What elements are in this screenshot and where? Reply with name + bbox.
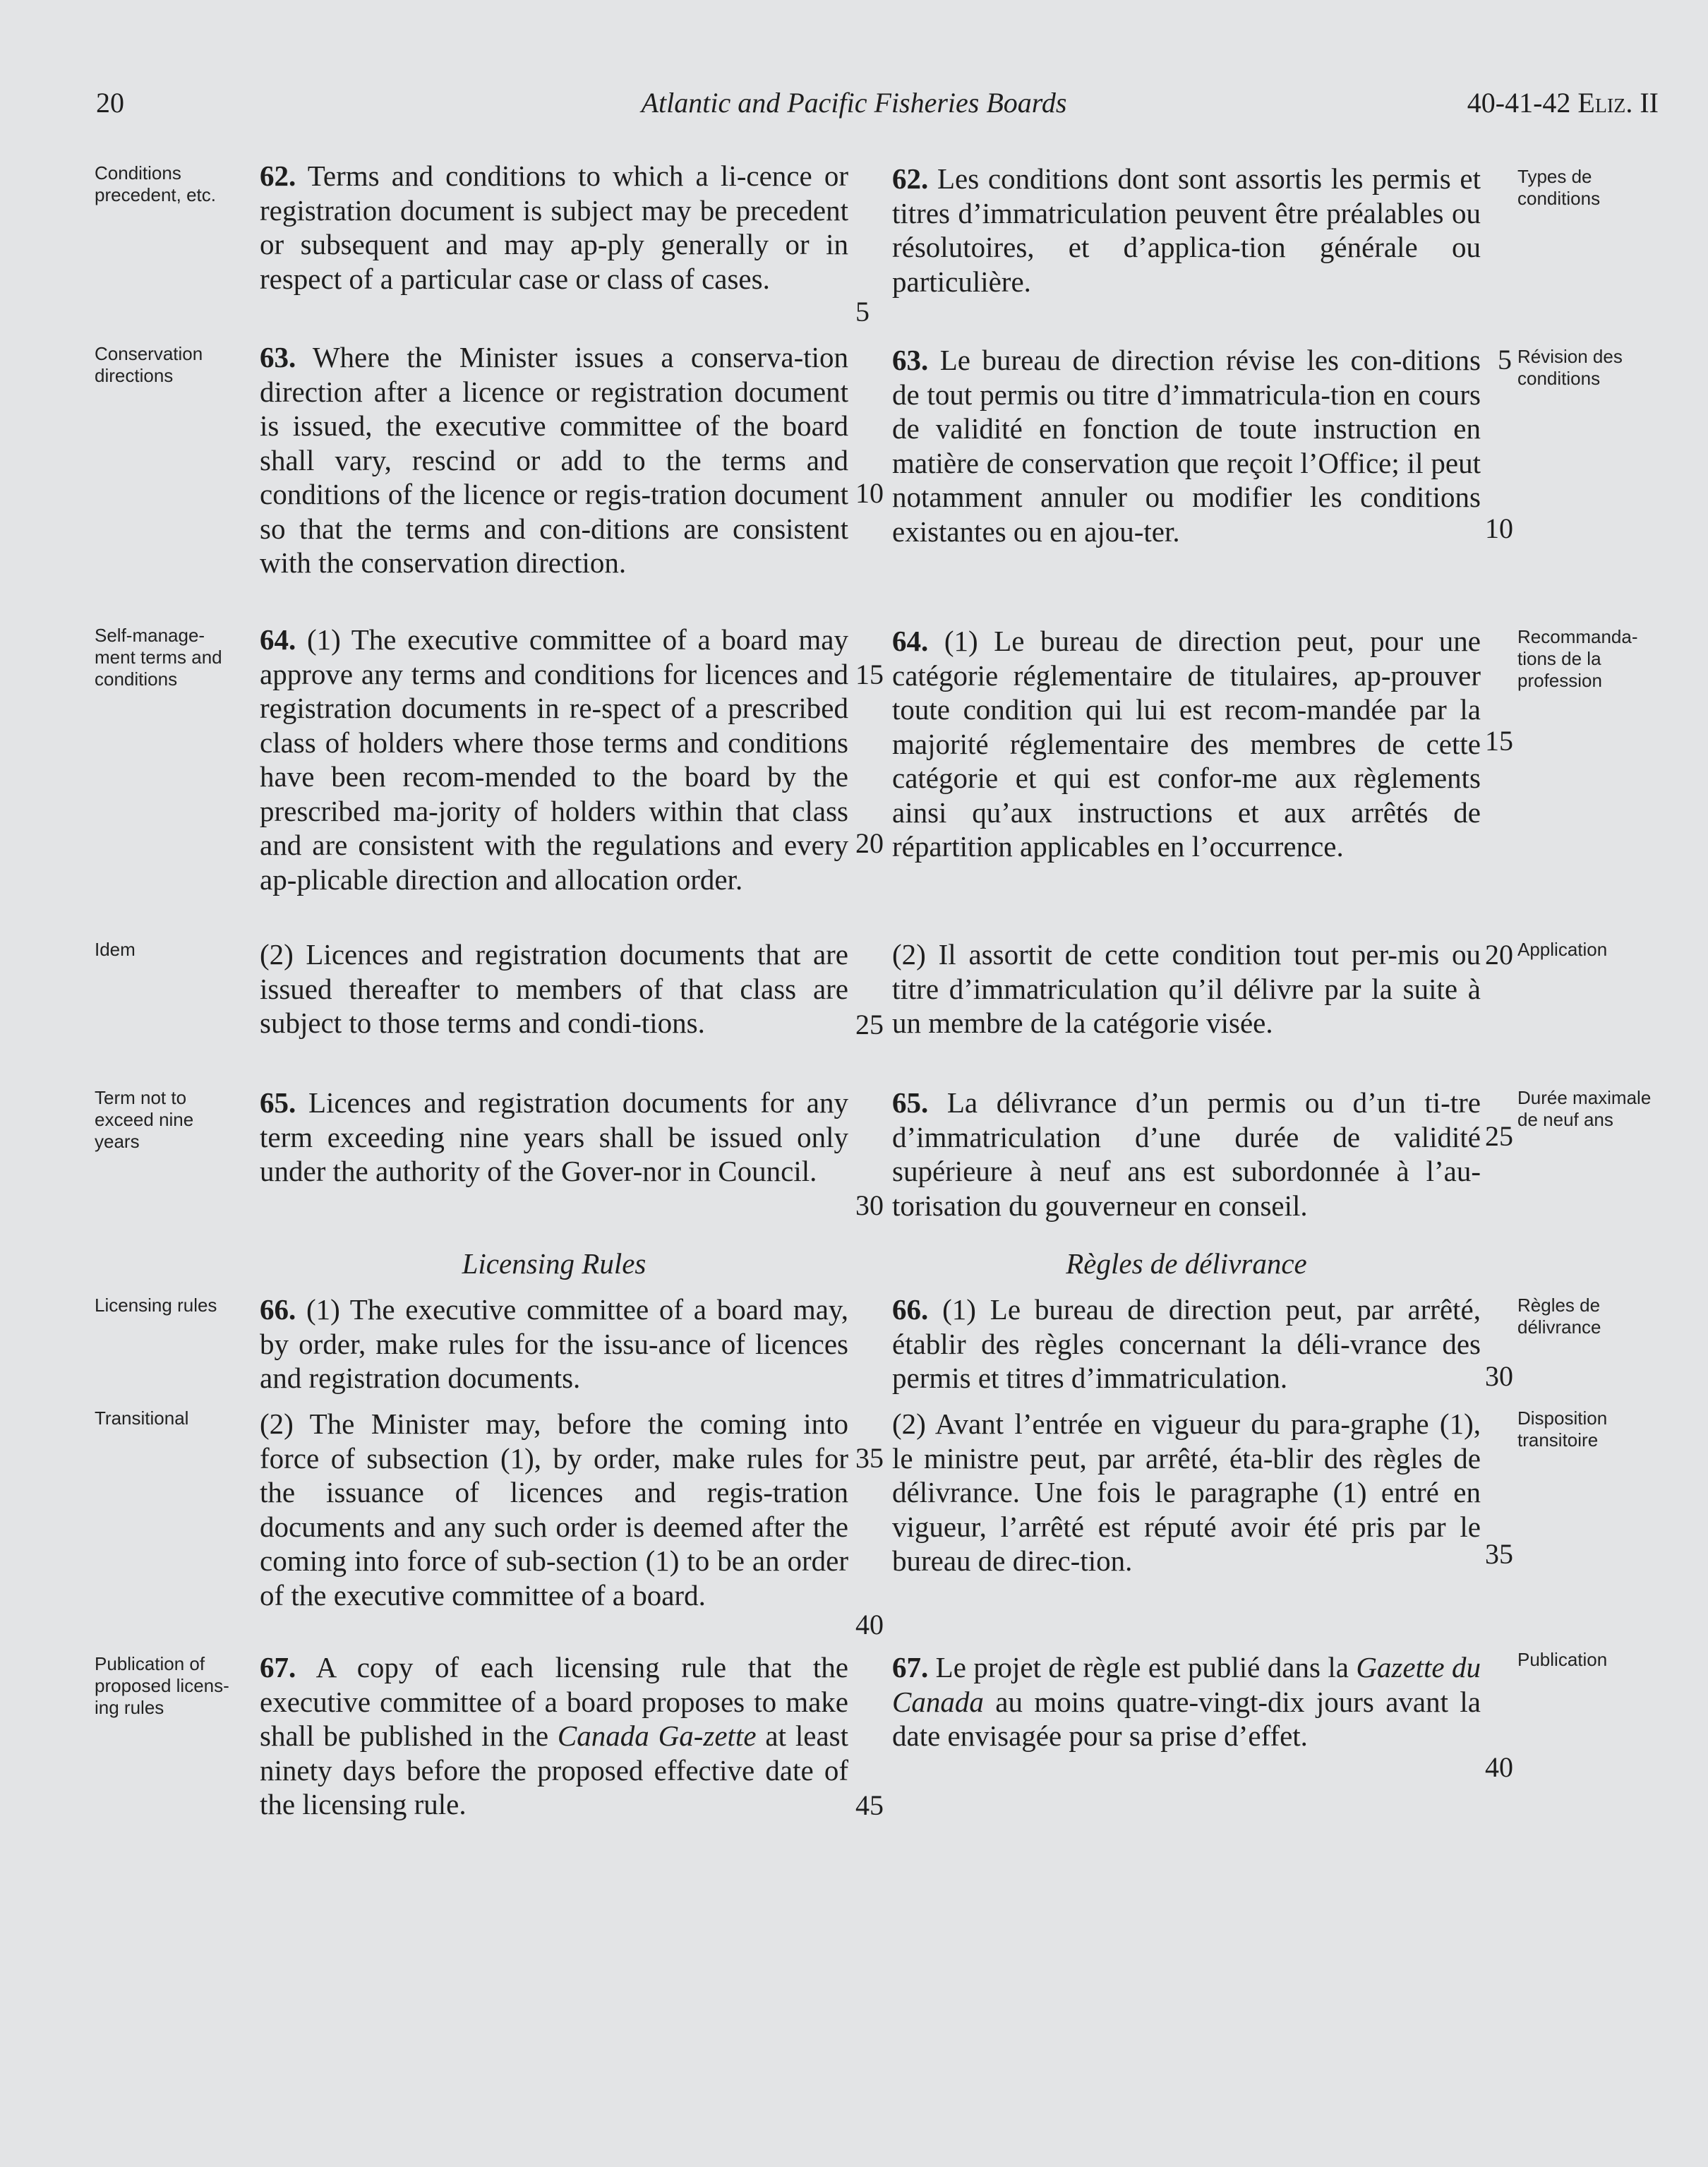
running-title: Atlantic and Pacific Fisheries Boards xyxy=(641,87,1067,119)
section-number: 65. xyxy=(892,1086,929,1119)
section-text: (1) Le bureau de direction peut, par arrêté, établir des règles concernant la déli-vrance des permis et titres d’immatriculation. xyxy=(892,1293,1481,1394)
section-67-fr xyxy=(892,1650,1481,1753)
margin-note: Application xyxy=(1517,939,1608,960)
line-number: 10 xyxy=(855,477,884,509)
margin-note: Conservation directions xyxy=(95,343,203,386)
section-text: Terms and conditions to which a li-cence or registration document is subject may be precedent or subsequent and may ap-ply generally or in respect of a particular case or class of cases. xyxy=(260,160,848,295)
margin-note: Disposition transitoire xyxy=(1517,1407,1608,1451)
line-number: 5 xyxy=(855,296,870,328)
line-number: 10 xyxy=(1485,512,1513,544)
line-number: 40 xyxy=(855,1609,884,1640)
section-number: 66. xyxy=(260,1293,296,1326)
margin-note: Licensing rules xyxy=(95,1295,217,1316)
gazette-title: Gazette du Canada xyxy=(892,1651,1481,1718)
section-62-en xyxy=(260,159,848,296)
line-number: 45 xyxy=(855,1789,884,1821)
section-text: (1) The executive committee of a board may approve any terms and conditions for licences and registration documents in re-spect of a prescribed class of holders where those terms and conditions have been recom-mended to the board by the prescribed ma-jority of holders within that class and are consistent with the regulations and every ap-plicable direction and allocation order. xyxy=(260,623,849,896)
section-text: Where the Minister issues a conserva-tion direction after a licence or registration document is issued, the executive committee of the board shall vary, rescind or add to the terms and conditions of the licence or regis-tration document so that the terms and con-ditions are consistent with the conservation direction. xyxy=(260,341,849,579)
margin-note: Durée maximale de neuf ans xyxy=(1517,1087,1652,1130)
margin-note: Transitional xyxy=(95,1407,189,1429)
section-text: La délivrance d’un permis ou d’un ti-tre d’immatriculation d’une durée de validité supérieure à neuf ans est subordonnée à l’au-torisation du gouverneur en conseil. xyxy=(892,1086,1481,1222)
line-number: 30 xyxy=(1485,1360,1513,1392)
section-number: 63. xyxy=(260,341,296,373)
section-number: 62. xyxy=(260,160,296,192)
section-text: (2) Licences and registration documents that are issued thereafter to members of that class are subject to those terms and condi-tions. xyxy=(260,938,848,1039)
line-number: 20 xyxy=(855,827,884,859)
section-64-2-en xyxy=(260,937,848,1040)
section-text: at least ninety days before the proposed effective date of the licensing rule. xyxy=(260,1719,848,1820)
section-text: (2) Il assortit de cette condition tout per-mis ou titre d’immatriculation qu’il délivre par la suite à un membre de la catégorie visée. xyxy=(892,938,1481,1039)
line-number: 15 xyxy=(1485,725,1513,757)
section-66-2-fr xyxy=(892,1407,1481,1578)
line-number: 35 xyxy=(855,1442,884,1474)
line-number: 25 xyxy=(855,1009,884,1040)
margin-note: Self-manage-ment terms and conditions xyxy=(95,625,222,690)
heading-regles-de-delivrance: Règles de délivrance xyxy=(1066,1247,1307,1280)
section-text: Licences and registration documents for any term exceeding nine years shall be issued only under the authority of the Gover-nor in Council. xyxy=(260,1086,848,1187)
section-64-1-en xyxy=(260,623,848,896)
section-65-en xyxy=(260,1086,848,1189)
line-number: 5 xyxy=(1498,344,1512,376)
section-number: 67. xyxy=(892,1651,929,1683)
margin-note: Révision des conditions xyxy=(1517,346,1623,389)
section-number: 65. xyxy=(260,1086,296,1119)
section-63-en xyxy=(260,340,848,580)
section-text: (2) The Minister may, before the coming into force of subsection (1), by order, make rules for the issuance of licences and regis-tration documents and any such order is deemed after the coming into force of sub-section (1) to be an order of the executive committee of a board. xyxy=(260,1407,848,1611)
section-66-2-en xyxy=(260,1407,848,1612)
section-64-1-fr xyxy=(892,624,1481,864)
margin-note: Conditions precedent, etc. xyxy=(95,162,216,205)
line-number: 25 xyxy=(1485,1120,1513,1152)
page-number: 20 xyxy=(96,87,124,119)
margin-note: Règles de délivrance xyxy=(1517,1295,1601,1338)
margin-note: Publication xyxy=(1517,1649,1608,1670)
line-number: 20 xyxy=(1485,939,1513,971)
section-text: Les conditions dont sont assortis les permis et titres d’immatriculation peuvent être préalables ou résolutoires, et d’applica-tion générale ou particulière. xyxy=(892,162,1481,298)
section-number: 63. xyxy=(892,344,929,376)
section-text: au moins quatre-vingt-dix jours avant la date envisagée pour sa prise d’effet. xyxy=(892,1685,1481,1752)
margin-note: Publication of proposed licens-ing rules xyxy=(95,1653,229,1718)
section-text: Le bureau de direction révise les con-ditions de tout permis ou titre d’immatricula-tion en cours de validité en fonction de toute instruction en matière de conservation que reçoit l’Office; il peut notamment annuler ou modifier les conditions existantes ou en ajou-ter. xyxy=(892,344,1481,548)
heading-licensing-rules: Licensing Rules xyxy=(462,1247,646,1280)
regnal-year: 40-41-42 Eliz. II xyxy=(1467,87,1659,119)
section-64-2-fr xyxy=(892,937,1481,1040)
section-number: 66. xyxy=(892,1293,929,1326)
section-67-en xyxy=(260,1650,848,1822)
gazette-title: Canada Ga-zette xyxy=(557,1719,757,1752)
section-text: (1) Le bureau de direction peut, pour une catégorie réglementaire de titulaires, ap-prouver toute condition qui lui est recom-mandée par la majorité réglementaire des membres de cette catégorie et qui est confor-me aux règlements ainsi qu’aux instructions et aux arrêtés de répartition applicables en l’occurrence. xyxy=(892,625,1481,863)
line-number: 40 xyxy=(1485,1751,1513,1783)
section-66-1-fr xyxy=(892,1292,1481,1395)
section-62-fr xyxy=(892,162,1481,299)
section-text: (1) The executive committee of a board may, by order, make rules for the issu-ance of licences and registration documents. xyxy=(260,1293,849,1394)
section-65-fr xyxy=(892,1086,1481,1223)
line-number: 15 xyxy=(855,659,884,690)
section-text: A copy of each licensing rule that the executive committee of a board proposes to make shall be published in the xyxy=(260,1651,848,1752)
section-number: 62. xyxy=(892,162,929,195)
margin-note: Term not to exceed nine years xyxy=(95,1087,194,1152)
line-number: 35 xyxy=(1485,1538,1513,1570)
section-number: 67. xyxy=(260,1651,296,1683)
margin-note: Types de conditions xyxy=(1517,166,1601,209)
section-text: (2) Avant l’entrée en vigueur du para-graphe (1), le ministre peut, par arrêté, éta-blir des règles de délivrance. Une fois le paragraphe (1) entré en vigueur, l’arrêté est réputé avoir été pris par le bureau de direc-tion. xyxy=(892,1407,1481,1577)
section-number: 64. xyxy=(892,625,929,657)
margin-note: Recommanda-tions de la profession xyxy=(1517,626,1638,691)
section-text: Le projet de règle est publié dans la xyxy=(935,1651,1349,1683)
section-66-1-en xyxy=(260,1292,848,1395)
margin-note: Idem xyxy=(95,939,136,960)
line-number: 30 xyxy=(855,1189,884,1221)
section-number: 64. xyxy=(260,623,296,656)
section-63-fr xyxy=(892,343,1481,548)
